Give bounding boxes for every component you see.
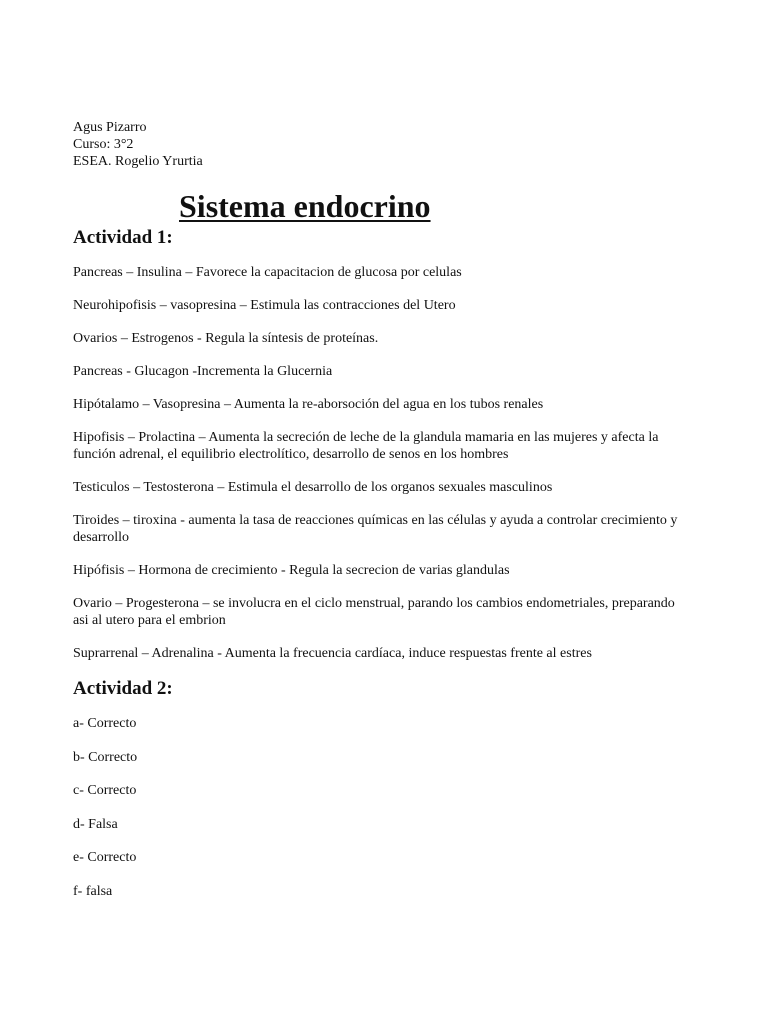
activity-2-answer: b- Correcto — [73, 749, 138, 765]
activity-1-heading: Actividad 1: — [73, 227, 173, 248]
activity-2-answer: f- falsa — [73, 883, 113, 899]
activity-1-item: Suprarrenal – Adrenalina - Aumenta la frecuencia cardíaca, induce respuestas frente al estres — [73, 646, 592, 661]
document-page — [73, 119, 693, 900]
activity-1-item: Pancreas - Glucagon -Incrementa la Glucernia — [73, 364, 333, 379]
activity-1-item: Testiculos – Testosterona – Estimula el desarrollo de los organos sexuales masculinos — [73, 480, 553, 495]
document-title: Sistema endocrino — [179, 188, 431, 224]
student-header — [73, 119, 693, 170]
activity-2-heading: Actividad 2: — [73, 678, 173, 699]
activity-1-item: Ovario – Progesterona – se involucra en el ciclo menstrual, parando los cambios endometriales, preparando asi al utero para el embrion — [73, 596, 675, 628]
school-name: ESEA. Rogelio Yrurtia — [73, 154, 203, 169]
activity-1-item: Tiroides – tiroxina - aumenta la tasa de reacciones químicas en las células y ayuda a controlar crecimiento y desarrollo — [73, 513, 678, 545]
activity-2-answer: a- Correcto — [73, 716, 137, 731]
activity-2-answer: d- Falsa — [73, 816, 118, 832]
author-name: Agus Pizarro — [73, 120, 147, 135]
course-label: Curso: 3°2 — [73, 137, 134, 152]
activity-2-list — [73, 715, 693, 900]
activity-2-answer: e- Correcto — [73, 850, 137, 865]
activity-2-answer: c- Correcto — [73, 783, 137, 798]
activity-1-item: Hipófisis – Hormona de crecimiento - Regula la secrecion de varias glandulas — [73, 563, 510, 578]
activity-1-item: Hipótalamo – Vasopresina – Aumenta la re-aborsoción del agua en los tubos renales — [73, 397, 544, 412]
activity-1-item: Ovarios – Estrogenos - Regula la síntesis de proteínas. — [73, 331, 379, 346]
activity-1-item: Neurohipofisis – vasopresina – Estimula las contracciones del Utero — [73, 298, 456, 313]
activity-1-list — [73, 264, 693, 662]
activity-1-item: Hipofisis – Prolactina – Aumenta la secreción de leche de la glandula mamaria en las mujeres y afecta la función adrenal, el equilibrio electrolítico, desarrollo de senos en los hombres — [73, 430, 659, 462]
activity-1-item: Pancreas – Insulina – Favorece la capacitacion de glucosa por celulas — [73, 265, 462, 280]
